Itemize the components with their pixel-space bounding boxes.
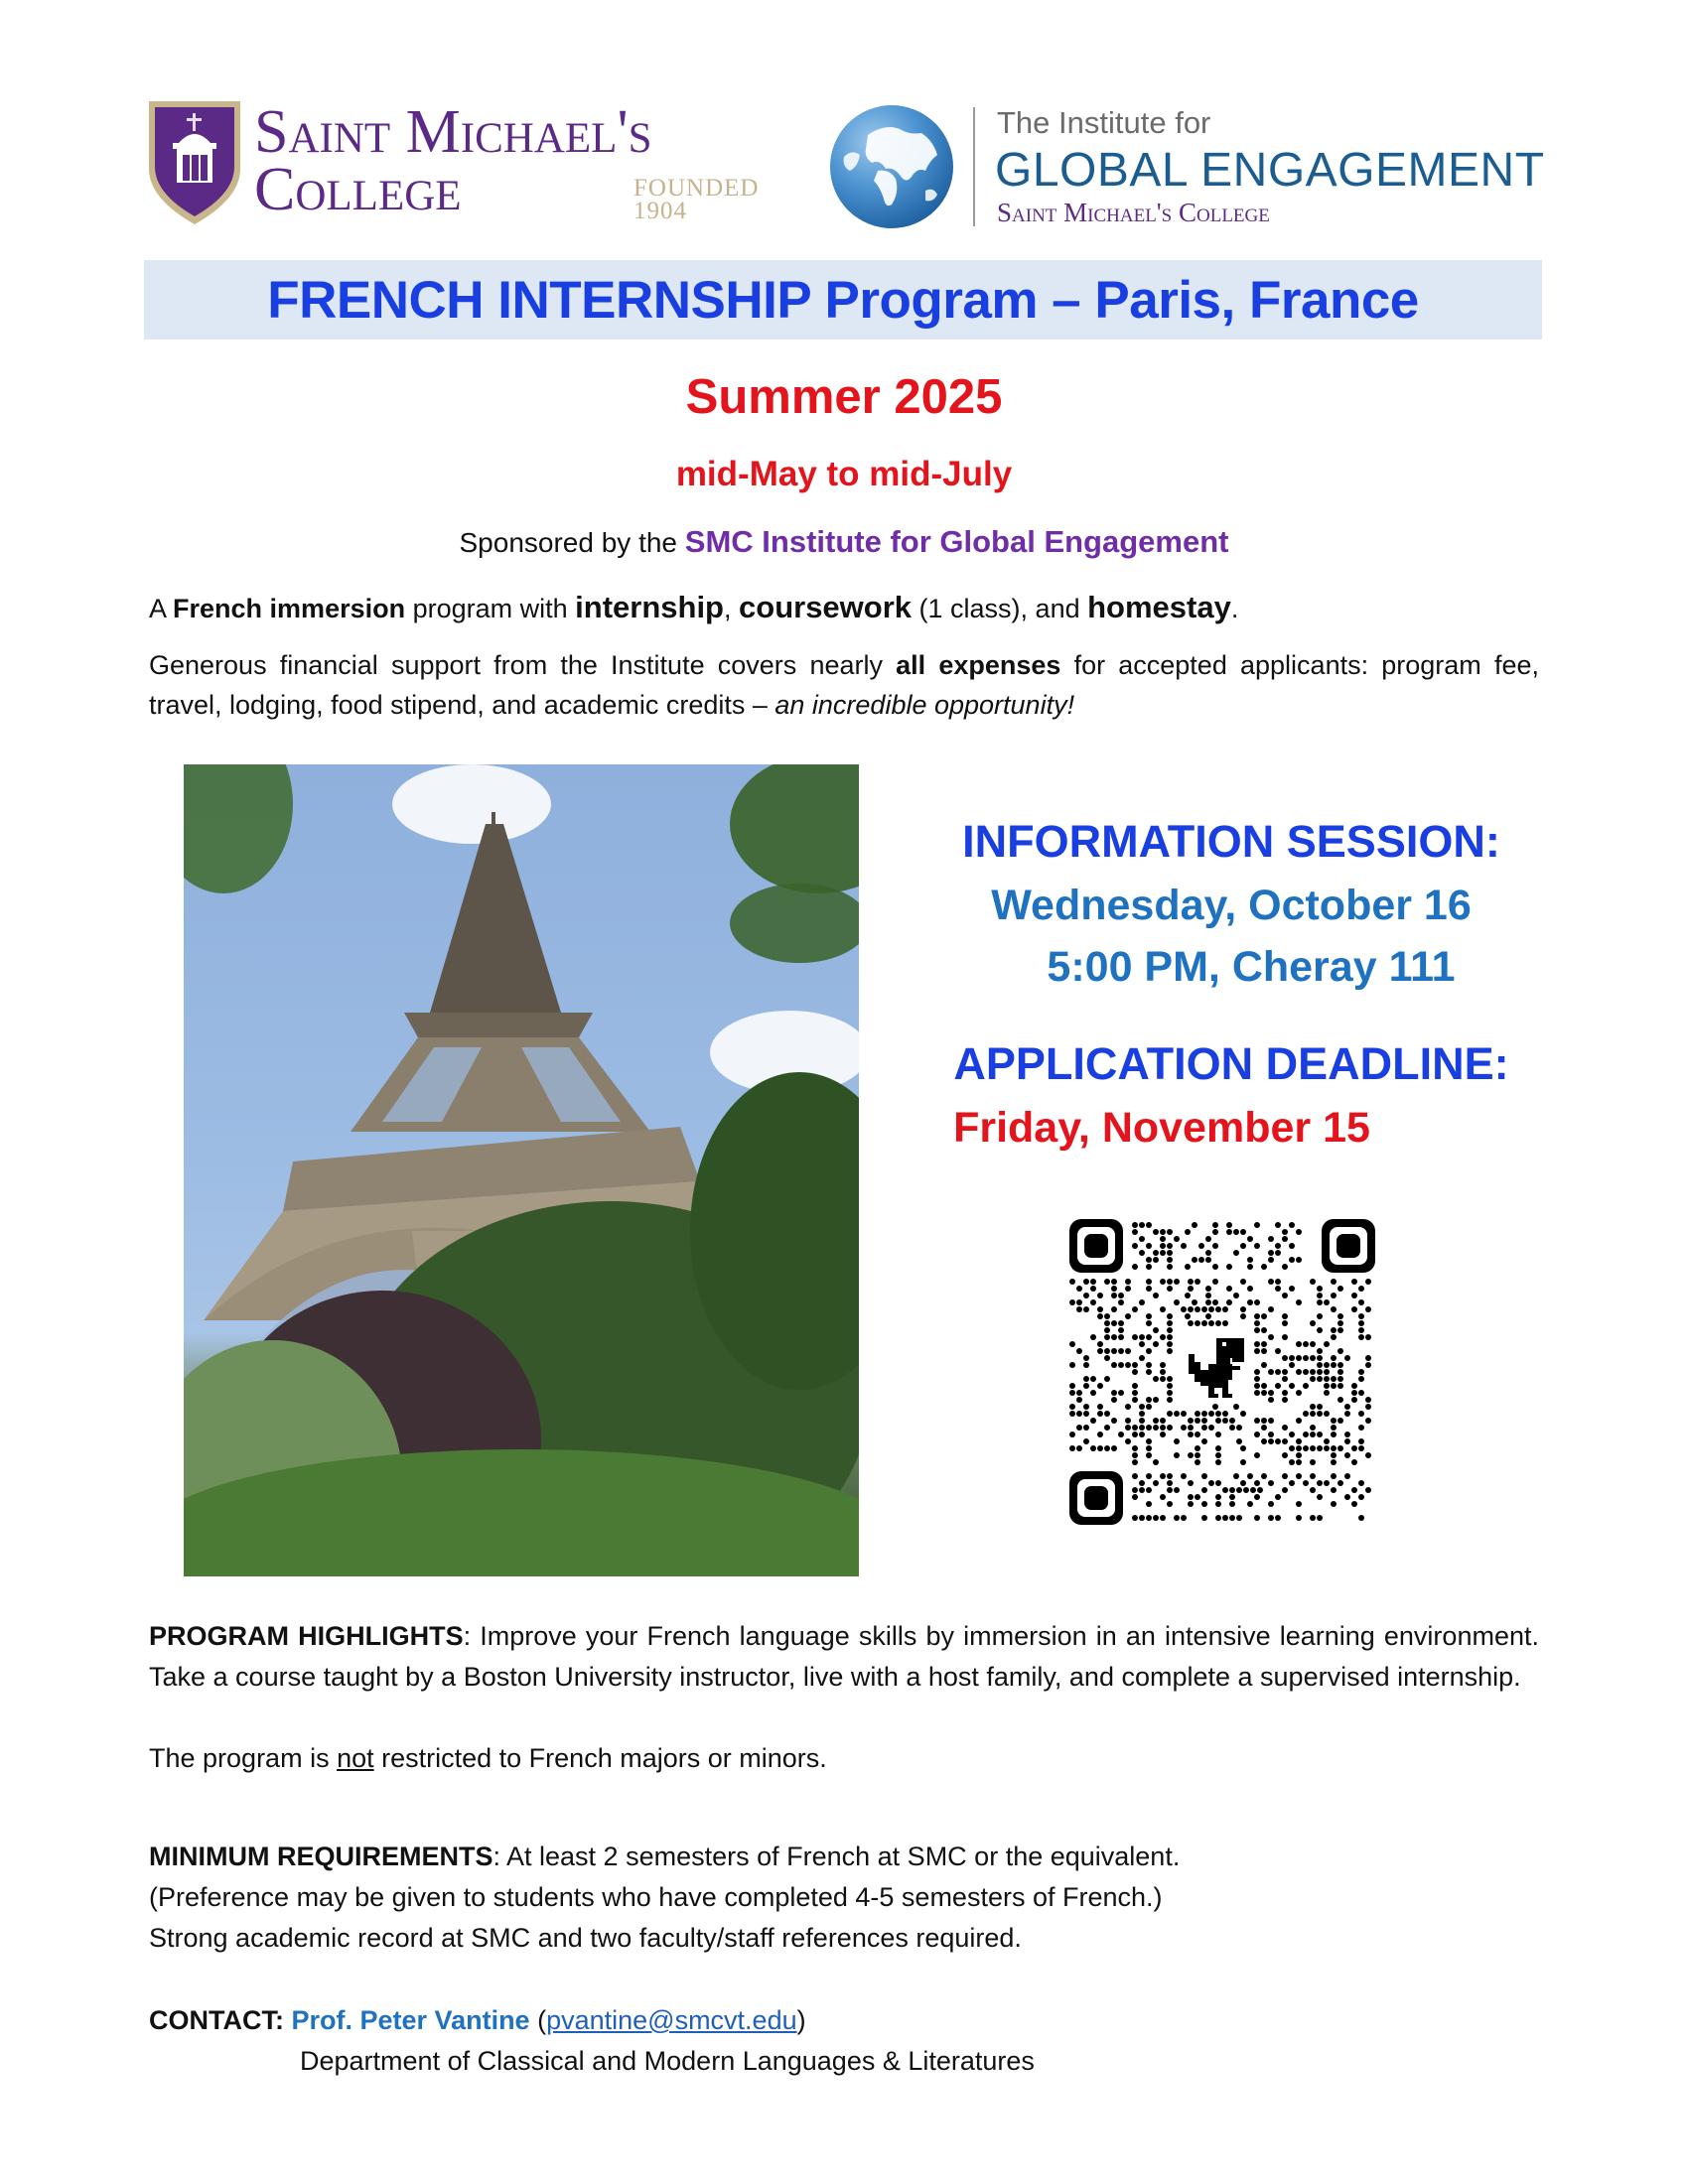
- financial-support-paragraph: Generous financial support from the Institute covers nearly all expenses for accepted applicants: program fee, travel, lodging, food stipend, and academic credits – an incredible opportunity!: [149, 650, 1539, 720]
- homestay-text: homestay: [1087, 590, 1231, 624]
- season-heading: Summer 2025: [685, 370, 1003, 424]
- qr-finder-top-left: [1069, 1219, 1123, 1273]
- intro-paragraph: A French immersion program with internship, coursework (1 class), and homestay.: [149, 590, 1239, 624]
- all-expenses-text: all expenses: [896, 650, 1061, 680]
- title-banner: [144, 260, 1542, 340]
- college-name: Saint Michael's College: [254, 98, 652, 223]
- dinosaur-icon: [1189, 1338, 1244, 1398]
- program-dates: mid-May to mid-July: [675, 455, 1013, 493]
- deadline-date: Friday, November 15: [953, 1104, 1370, 1152]
- info-session-time-place: 5:00 PM, Cheray 111: [1047, 943, 1456, 991]
- info-session-date: Wednesday, October 16: [991, 882, 1472, 929]
- internship-text: internship: [575, 590, 724, 624]
- contact-label: CONTACT:: [149, 2005, 284, 2035]
- contact-department: Department of Classical and Modern Languages & Literatures: [300, 2046, 1035, 2076]
- ige-logo: [830, 105, 1545, 234]
- requirements-record: Strong academic record at SMC and two faculty/staff references required.: [149, 1923, 1022, 1953]
- info-session-heading: INFORMATION SESSION:: [962, 816, 1500, 867]
- opportunity-text: an incredible opportunity!: [774, 690, 1075, 720]
- requirements-label: MINIMUM REQUIREMENTS: [149, 1842, 493, 1871]
- program-highlights: PROGRAM HIGHLIGHTS: Improve your French language skills by immersion in an intensive learning environment. Take a course taught by a Boston University instructor, live with a host family, and complete a supervised internship.: [149, 1621, 1539, 1692]
- deadline-heading: APPLICATION DEADLINE:: [953, 1038, 1509, 1089]
- not-restricted-note: The program is not restricted to French majors or minors.: [149, 1743, 827, 1773]
- globe-icon: [830, 105, 953, 228]
- requirements-preference: (Preference may be given to students who have completed 4-5 semesters of French.): [149, 1882, 1163, 1912]
- page-title: FRENCH INTERNSHIP Program – Paris, France: [267, 270, 1419, 330]
- institute-for-label: The Institute for: [997, 105, 1211, 140]
- sponsor-line: Sponsored by the SMC Institute for Global Engagement: [459, 524, 1229, 559]
- contact-line: CONTACT: Prof. Peter Vantine (pvantine@smcvt.edu): [149, 2005, 806, 2035]
- founded-label: FOUNDED 1904: [633, 175, 760, 224]
- contact-name: Prof. Peter Vantine: [291, 2005, 530, 2035]
- smc-logo: [147, 97, 763, 231]
- not-emphasis: not: [337, 1743, 374, 1773]
- minimum-requirements: MINIMUM REQUIREMENTS: At least 2 semesters of French at SMC or the equivalent. (Preference may be given to students who have completed 4-5 semesters of French.) Strong academic record at SMC and two faculty/staff references required.: [149, 1837, 1539, 1959]
- eiffel-tower-photo: [184, 764, 859, 1576]
- french-immersion-text: French immersion: [173, 594, 406, 623]
- contact-email-link[interactable]: pvantine@smcvt.edu: [546, 2005, 797, 2035]
- ige-college-label: Saint Michael's College: [997, 198, 1270, 227]
- global-engagement-label: GLOBAL ENGAGEMENT: [995, 144, 1545, 197]
- coursework-text: coursework: [739, 590, 913, 624]
- qr-code[interactable]: [1069, 1219, 1375, 1525]
- highlights-label: PROGRAM HIGHLIGHTS: [149, 1621, 464, 1651]
- sponsor-org: SMC Institute for Global Engagement: [684, 524, 1229, 559]
- college-shield-icon: [147, 99, 242, 226]
- eiffel-tower-icon: [184, 764, 859, 1576]
- logo-divider: [973, 107, 975, 226]
